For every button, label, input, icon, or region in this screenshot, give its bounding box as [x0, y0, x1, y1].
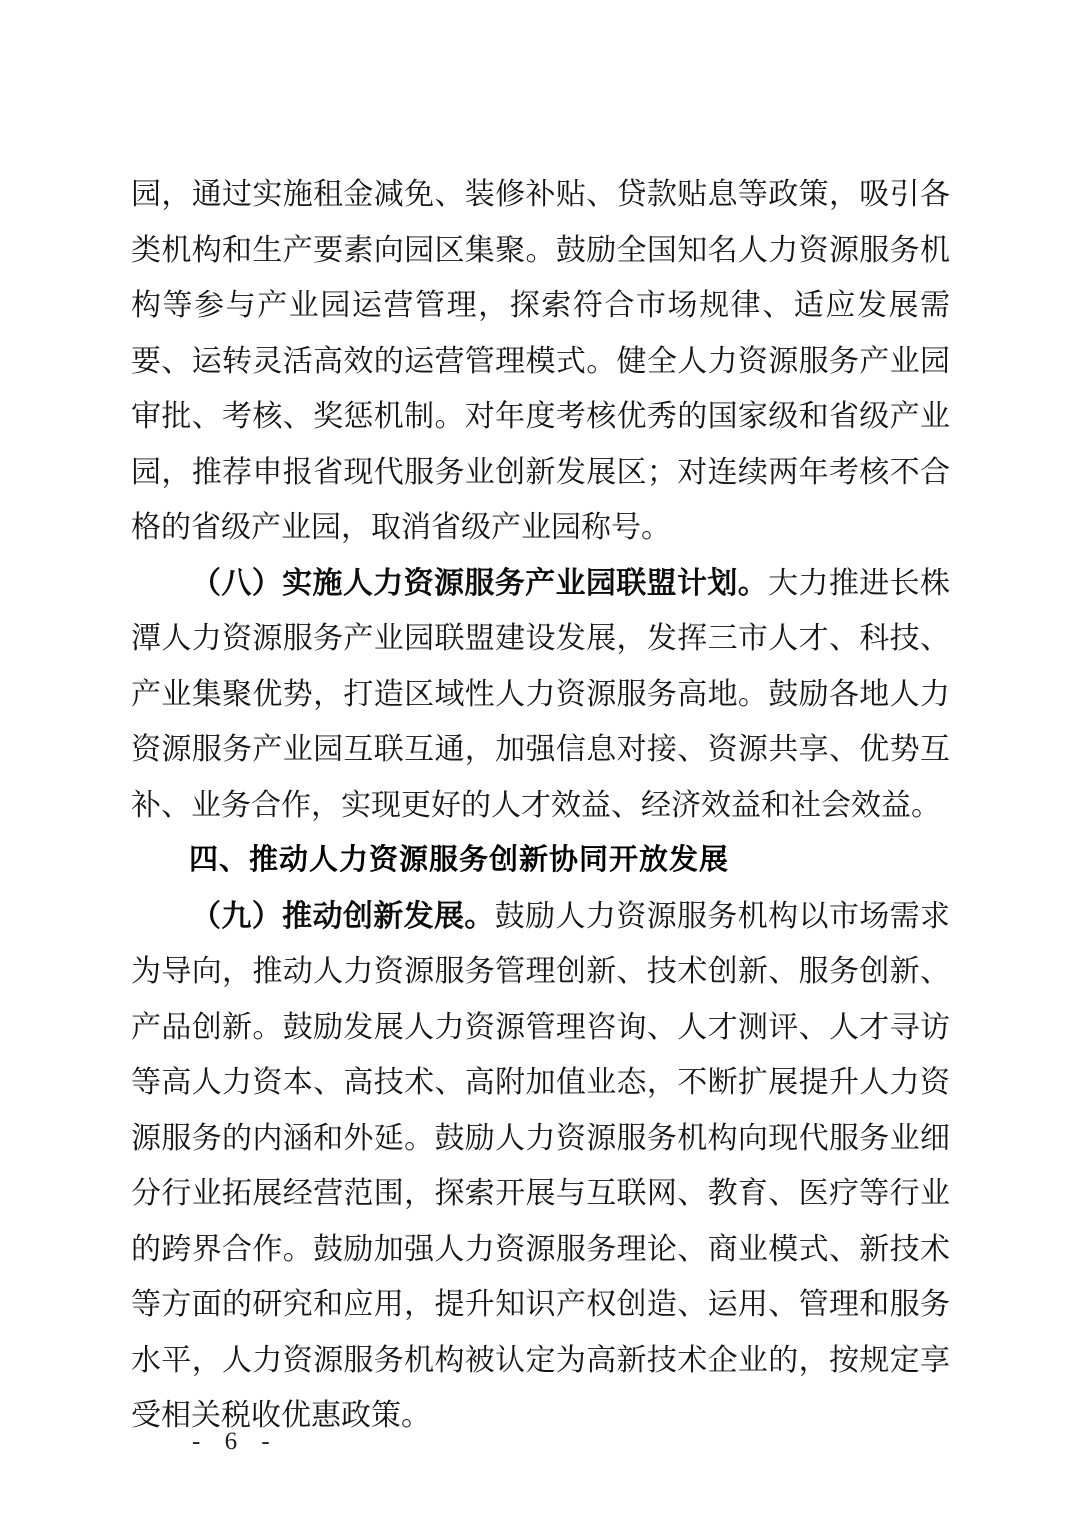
page-number: - 6 - — [192, 1428, 279, 1455]
paragraph-continuation: 园，通过实施租金减免、装修补贴、贷款贴息等政策，吸引各类机构和生产要素向园区集聚。鼓励全国知名人力资源服务机构等参与产业园运营管理，探索符合市场规律、适应发展需要、运转灵活高效的运营管理模式。健全人力资源服务产业园审批、考核、奖惩机制。对年度考核优秀的国家级和省级产业园，推荐申报省现代服务业创新发展区；对连续两年考核不合格的省级产业园，取消省级产业园称号。 — [131, 178, 950, 544]
document-body — [131, 167, 950, 1444]
paragraph-item-8 — [131, 556, 950, 834]
page-footer — [131, 1400, 279, 1484]
paragraph-item-9 — [131, 889, 950, 1444]
paragraph-lead: （九）推动创新发展。 — [191, 899, 495, 933]
paragraph-text: 大力推进长株潭人力资源服务产业园联盟建设发展，发挥三市人才、科技、产业集聚优势，打造区域性人力资源服务高地。鼓励各地人力资源服务产业园互联互通，加强信息对接、资源共享、优势互补、业务合作，实现更好的人才效益、经济效益和社会效益。 — [131, 566, 950, 822]
section-heading: 四、推动人力资源服务创新协同开放发展 — [189, 844, 730, 876]
paragraph-text: 鼓励人力资源服务机构以市场需求为导向，推动人力资源服务管理创新、技术创新、服务创新、产品创新。鼓励发展人力资源管理咨询、人才测评、人才寻访等高人力资本、高技术、高附加值业态，不断扩展提升人力资源服务的内涵和外延。鼓励人力资源服务机构向现代服务业细分行业拓展经营范围，探索开展与互联网、教育、医疗等行业的跨界合作。鼓励加强人力资源服务理论、商业模式、新技术等方面的研究和应用，提升知识产权创造、运用、管理和服务水平，人力资源服务机构被认定为高新技术企业的，按规定享受相关税收优惠政策。 — [131, 899, 950, 1432]
paragraph-lead: （八）实施人力资源服务产业园联盟计划。 — [191, 566, 769, 600]
